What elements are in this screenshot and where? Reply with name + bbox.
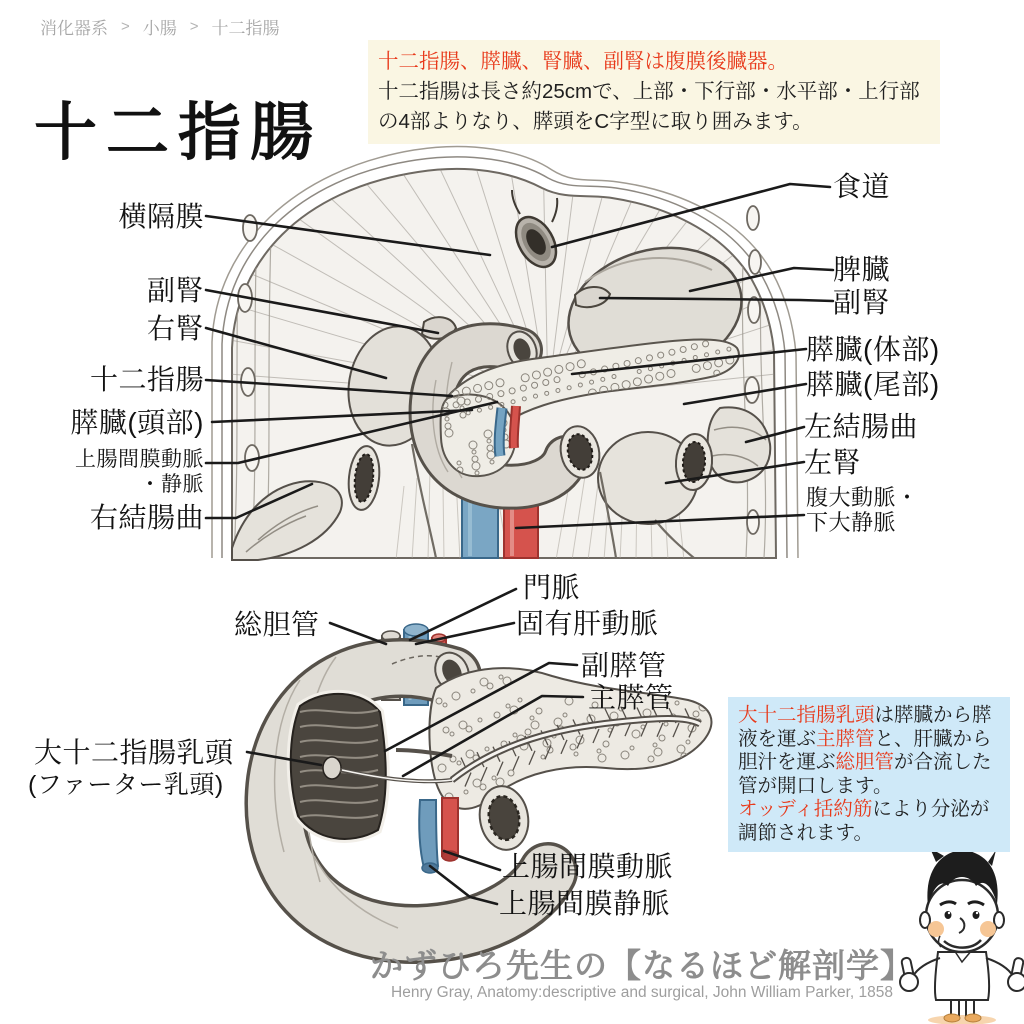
label-esophagus: 食道 — [833, 171, 891, 202]
info-line-retroperitoneal: 十二指腸、膵臓、腎臓、副腎は腹膜後臓器。 — [378, 50, 788, 73]
label-spleen: 脾臓 — [833, 254, 891, 285]
leader-common-bile-duct — [330, 623, 386, 644]
label-pancreas-head: 膵臓(頭部) — [70, 407, 204, 438]
label-duodenum: 十二指腸 — [89, 364, 204, 395]
label-common-bile-duct: 総胆管 — [234, 609, 320, 640]
breadcrumb-item-duodenum: 十二指腸 — [211, 19, 280, 38]
page-title: 十二指腸 — [34, 98, 322, 169]
summary-info-box — [368, 40, 940, 144]
label-diaphragm: 横隔膜 — [118, 201, 204, 232]
leader-portal-vein — [410, 589, 516, 640]
label-major-papilla: 大十二指腸乳頭 — [34, 737, 234, 768]
note-text: は膵臓から膵液を運ぶ — [738, 704, 992, 750]
label-right-adrenal: 副腎 — [146, 275, 204, 306]
note-term-oddi: オッディ括約筋 — [738, 798, 873, 820]
papilla-note-box — [728, 697, 1010, 852]
breadcrumb-separator: > — [121, 18, 130, 35]
footer-citation: Henry Gray, Anatomy:descriptive and surgical, John William Parker, 1858 — [391, 984, 893, 1001]
note-text: と、肝臓から胆汁を運ぶ — [738, 727, 992, 773]
label-vater-papilla: (ファーター乳頭) — [28, 771, 224, 799]
leader-hepatic-artery — [416, 623, 514, 644]
note-text: により分泌が調節されます。 — [738, 798, 990, 844]
superior-mesenteric-vein-shape — [419, 800, 438, 873]
note-term-papilla: 大十二指腸乳頭 — [738, 704, 875, 726]
label-left-colic-flexure: 左結腸曲 — [804, 411, 919, 442]
label-hepatic-artery: 固有肝動脈 — [516, 608, 659, 639]
label-accessory-duct: 副膵管 — [581, 650, 667, 681]
label-sma: 上腸間膜動脈 — [502, 851, 674, 882]
label-sm-artery-upper: 上腸間膜動脈 — [75, 448, 204, 471]
label-left-kidney: 左腎 — [804, 447, 862, 478]
note-text: が合流した管が開口します。 — [738, 751, 992, 797]
breadcrumb-item-digestive[interactable]: 消化器系 — [40, 19, 108, 38]
label-pancreas-body: 膵臓(体部) — [806, 334, 940, 365]
label-aorta: 腹大動脈・ — [806, 485, 919, 510]
label-right-colic-flexure: 右結腸曲 — [89, 502, 204, 533]
info-line-length: 十二指腸は長さ約25cmで、上部・下行部・水平部・上行部 — [378, 80, 920, 103]
note-term-cbd: 総胆管 — [835, 751, 895, 773]
label-ivc: 下大静脈 — [806, 510, 897, 535]
breadcrumb — [40, 14, 280, 39]
label-sm-vein-upper: ・静脈 — [139, 473, 204, 496]
breadcrumb-separator: > — [189, 18, 199, 35]
duodenum-opened-window — [291, 694, 386, 839]
breadcrumb-item-small-intestine[interactable]: 小腸 — [142, 19, 177, 38]
label-main-duct: 主膵管 — [588, 682, 674, 713]
footer-brand: かずひろ先生の【なるほど解剖学】 — [370, 947, 914, 984]
note-term-main-duct: 主膵管 — [816, 727, 875, 750]
label-left-adrenal: 副腎 — [833, 287, 891, 318]
label-portal-vein: 門脈 — [523, 572, 581, 603]
label-pancreas-tail: 膵臓(尾部) — [806, 369, 940, 400]
label-smv: 上腸間膜静脈 — [499, 888, 671, 919]
info-line-c-shape: の4部よりなり、膵頭をC字型に取り囲みます。 — [378, 110, 813, 133]
major-duodenal-papilla-shape — [323, 757, 341, 779]
label-right-kidney: 右腎 — [146, 313, 204, 344]
